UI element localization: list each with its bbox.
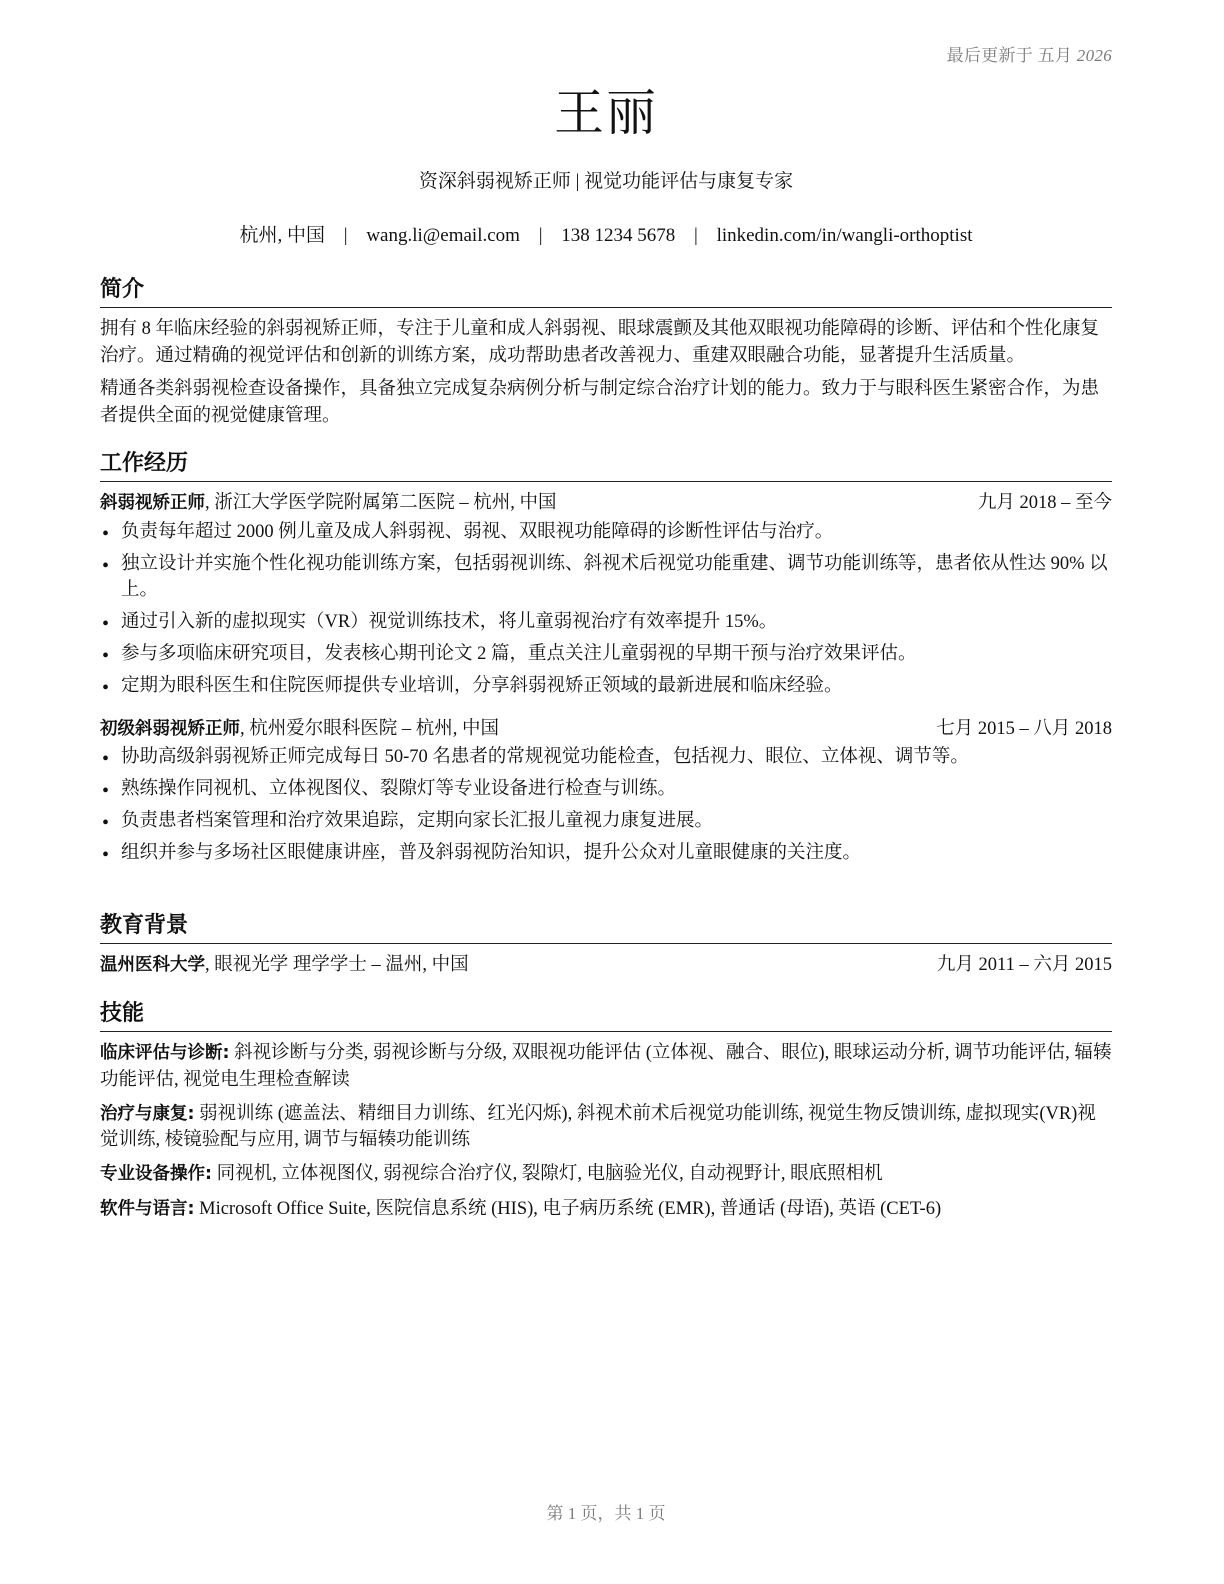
- skill-text: 弱视训练 (遮盖法、精细目力训练、红光闪烁), 斜视术前术后视觉功能训练, 视觉生物反馈训练, 虚拟现实(VR)视觉训练, 棱镜验配与应用, 调节与辐辏功能训练: [100, 1103, 1096, 1151]
- headline: 资深斜弱视矫正师 | 视觉功能评估与康复专家: [418, 171, 794, 192]
- bullet-item: • 协助高级斜弱视矫正师完成每日 50-70 名患者的常规视觉功能检查，包括视力、眼位、立体视、调节等。: [100, 745, 1112, 771]
- candidate-name: 王丽: [554, 84, 658, 142]
- entry-header: [100, 490, 1112, 517]
- skill-group: [100, 1101, 1112, 1154]
- skills-section: [100, 1001, 1112, 1230]
- contact-separator: |: [343, 225, 348, 246]
- page-number: 第 1 页，共 1 页: [546, 1504, 666, 1523]
- education-dates: 九月 2011 – 六月 2015: [936, 955, 1112, 976]
- bullet-item: • 参与多项临床研究项目，发表核心期刊论文 2 篇，重点关注儿童弱视的早期干预与治疗效果评估。: [100, 642, 1112, 668]
- summary-paragraph: 拥有 8 年临床经验的斜弱视矫正师，专注于儿童和成人斜弱视、眼球震颤及其他双眼视功能障碍的诊断、评估和个性化康复治疗。通过精确的视觉评估和创新的训练方案，成功帮助患者改善视力、重建双眼融合功能，显著提升生活质量。: [100, 319, 1100, 367]
- entry-role: 初级斜弱视矫正师: [100, 718, 240, 739]
- summary-section: [100, 277, 1112, 436]
- skills-title: 技能: [100, 1001, 1112, 1032]
- entry-position: [100, 490, 557, 517]
- entry-organization: , 浙江大学医学院附属第二医院 – 杭州, 中国: [205, 493, 557, 514]
- experience-entry: [100, 490, 1112, 699]
- skill-group: [100, 1196, 1112, 1222]
- entry-position: [100, 716, 499, 743]
- education-section: [100, 913, 1112, 982]
- contact-line: [100, 222, 1112, 250]
- bullet-item: • 熟练操作同视机、立体视图仪、裂隙灯等专业设备进行检查与训练。: [100, 777, 1112, 803]
- bullet-item: • 负责患者档案管理和治疗效果追踪，定期向家长汇报儿童视力康复进展。: [100, 809, 1112, 835]
- education-title: 教育背景: [100, 913, 1112, 944]
- last-updated-year: 2026: [1076, 46, 1112, 65]
- experience-section: [100, 451, 1112, 883]
- entry-organization: , 杭州爱尔眼科医院 – 杭州, 中国: [240, 718, 500, 739]
- experience-title: 工作经历: [100, 451, 1112, 482]
- contact-email[interactable]: wang.li@email.com: [366, 225, 520, 246]
- bullet-item: • 独立设计并实施个性化视功能训练方案，包括弱视训练、斜视术后视觉功能重建、调节功能训练等，患者依从性达 90% 以上。: [100, 552, 1112, 604]
- education-school: 温州医科大学: [100, 955, 205, 976]
- skill-label: 治疗与康复:: [100, 1103, 195, 1124]
- entry-header: [100, 716, 1112, 743]
- summary-paragraph: 精通各类斜弱视检查设备操作，具备独立完成复杂病例分析与制定综合治疗计划的能力。致力于与眼科医生紧密合作，为患者提供全面的视觉健康管理。: [100, 379, 1100, 426]
- skill-label: 专业设备操作:: [100, 1164, 212, 1185]
- last-updated-label: 最后更新于 五月: [946, 46, 1073, 65]
- education-detail: , 眼视光学 理学学士 – 温州, 中国: [205, 955, 469, 976]
- bullet-list: [100, 745, 1112, 867]
- entry-dates: 七月 2015 – 八月 2018: [936, 718, 1112, 739]
- bullet-item: • 组织并参与多场社区眼健康讲座，普及斜弱视防治知识，提升公众对儿童眼健康的关注度。: [100, 841, 1112, 867]
- last-updated: [947, 44, 1112, 69]
- skill-text: 同视机, 立体视图仪, 弱视综合治疗仪, 裂隙灯, 电脑验光仪, 自动视野计, 眼底照相机: [212, 1164, 883, 1185]
- skill-group: [100, 1040, 1112, 1093]
- contact-phone[interactable]: 138 1234 5678: [561, 225, 676, 246]
- summary-title: 简介: [100, 277, 1112, 308]
- skill-label: 临床评估与诊断:: [100, 1043, 230, 1064]
- skill-label: 软件与语言:: [100, 1198, 195, 1219]
- contact-linkedin[interactable]: linkedin.com/in/wangli-orthoptist: [716, 225, 973, 246]
- entry-role: 斜弱视矫正师: [100, 493, 205, 514]
- education-degree: [100, 952, 469, 979]
- contact-separator: |: [538, 225, 543, 246]
- contact-separator: |: [694, 225, 698, 246]
- resume-page: [100, 0, 1112, 1584]
- skill-text: Microsoft Office Suite, 医院信息系统 (HIS), 电子病历系统 (EMR), 普通话 (母语), 英语 (CET-6): [194, 1198, 942, 1219]
- contact-location: 杭州, 中国: [239, 225, 325, 246]
- bullet-item: • 定期为眼科医生和住院医师提供专业培训，分享斜弱视矫正领域的最新进展和临床经验。: [100, 674, 1112, 700]
- entry-dates: 九月 2018 – 至今: [977, 493, 1112, 514]
- bullet-item: • 通过引入新的虚拟现实（VR）视觉训练技术，将儿童弱视治疗有效率提升 15%。: [100, 610, 1112, 636]
- bullet-list: [100, 520, 1112, 699]
- bullet-item: • 负责每年超过 2000 例儿童及成人斜弱视、弱视、双眼视功能障碍的诊断性评估与治疗。: [100, 520, 1112, 546]
- experience-entry: [100, 716, 1112, 867]
- education-entry: [100, 952, 1112, 979]
- skill-text: 斜视诊断与分类, 弱视诊断与分级, 双眼视功能评估 (立体视、融合、眼位), 眼球运动分析, 调节功能评估, 辐辏功能评估, 视觉电生理检查解读: [100, 1043, 1112, 1090]
- skill-group: [100, 1161, 1112, 1187]
